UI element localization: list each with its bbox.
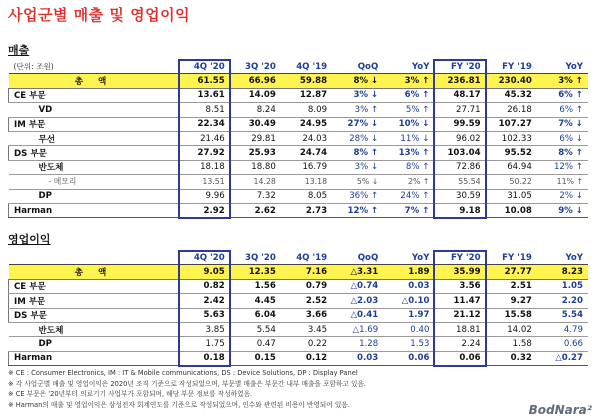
table-cell: 18.81 bbox=[434, 322, 485, 336]
footnote: ※ Harman의 매출 및 영업이익은 삼성전자 회계연도를 기준으로 작성되었으며, 인수와 관련된 비용이 반영되어 있음. bbox=[8, 400, 350, 409]
table-row bbox=[9, 203, 589, 217]
table-cell: 11% ↓ bbox=[383, 131, 434, 145]
table-cell: 0.66 bbox=[537, 337, 588, 351]
table-row bbox=[9, 351, 589, 365]
table-cell: 24% ↑ bbox=[383, 189, 434, 203]
table-row bbox=[9, 103, 589, 117]
table-cell: 24.95 bbox=[281, 117, 332, 131]
col-header: 4Q '19 bbox=[281, 251, 332, 265]
table-cell: 14.02 bbox=[486, 322, 537, 336]
table-cell: 22.34 bbox=[179, 117, 230, 131]
table-cell: 1.53 bbox=[383, 337, 434, 351]
table-cell: 5% ↓ bbox=[332, 175, 383, 189]
table-cell: 11% ↑ bbox=[537, 175, 588, 189]
table-cell: 27% ↓ bbox=[332, 117, 383, 131]
table-cell: 72.86 bbox=[434, 160, 485, 174]
table-cell: 2.42 bbox=[179, 294, 230, 308]
row-label: DP bbox=[9, 337, 179, 351]
col-header: 3Q '20 bbox=[230, 60, 281, 74]
table-cell: 8% ↑ bbox=[537, 146, 588, 160]
col-header: YoY bbox=[383, 60, 434, 74]
sales-table bbox=[8, 60, 588, 218]
table-cell: 24.03 bbox=[281, 131, 332, 145]
table-cell: 0.12 bbox=[281, 351, 332, 365]
table-cell: 1.58 bbox=[486, 337, 537, 351]
table-cell: 5.63 bbox=[179, 308, 230, 322]
table-cell: 8.51 bbox=[179, 103, 230, 117]
col-header: FY '19 bbox=[486, 251, 537, 265]
table-cell: △0.74 bbox=[332, 279, 383, 293]
row-label: CE 부문 bbox=[9, 279, 179, 293]
table-cell: 102.33 bbox=[486, 131, 537, 145]
table-cell: 28% ↓ bbox=[332, 131, 383, 145]
table-cell: 14.09 bbox=[230, 88, 281, 102]
profit-heading: 영업이익 bbox=[8, 233, 51, 246]
table-row bbox=[9, 265, 589, 279]
col-header: FY '19 bbox=[486, 60, 537, 74]
table-cell: 1.89 bbox=[383, 265, 434, 279]
table-cell: 12% ↑ bbox=[537, 160, 588, 174]
table-row bbox=[9, 337, 589, 351]
table-cell: 8.05 bbox=[281, 189, 332, 203]
table-cell: 31.05 bbox=[486, 189, 537, 203]
table-cell: 0.47 bbox=[230, 337, 281, 351]
table-cell: 66.96 bbox=[230, 74, 281, 88]
footnotes bbox=[8, 368, 366, 410]
table-cell: 0.82 bbox=[179, 279, 230, 293]
row-label: 무선 bbox=[9, 131, 179, 145]
table-cell: 13% ↑ bbox=[383, 146, 434, 160]
table-cell: △0.27 bbox=[537, 351, 588, 365]
profit-header-row bbox=[9, 251, 589, 265]
col-header: 3Q '20 bbox=[230, 251, 281, 265]
table-cell: △2.03 bbox=[332, 294, 383, 308]
table-cell: 96.02 bbox=[434, 131, 485, 145]
table-cell: 2.20 bbox=[537, 294, 588, 308]
table-row bbox=[9, 74, 589, 88]
table-cell: 95.52 bbox=[486, 146, 537, 160]
table-cell: 2.73 bbox=[281, 203, 332, 217]
table-cell: 9.27 bbox=[486, 294, 537, 308]
table-cell: 2.51 bbox=[486, 279, 537, 293]
table-cell: 0.40 bbox=[383, 322, 434, 336]
table-row bbox=[9, 131, 589, 145]
table-cell: 18.18 bbox=[179, 160, 230, 174]
table-cell: 2.62 bbox=[230, 203, 281, 217]
table-cell: 18.80 bbox=[230, 160, 281, 174]
col-header: YoY bbox=[537, 251, 588, 265]
logo: BodNara² bbox=[528, 403, 592, 417]
table-cell: 50.22 bbox=[486, 175, 537, 189]
table-cell: 11.47 bbox=[434, 294, 485, 308]
table-cell: 3.56 bbox=[434, 279, 485, 293]
table-cell: 15.58 bbox=[486, 308, 537, 322]
table-row bbox=[9, 117, 589, 131]
sales-heading: 매출 bbox=[8, 44, 30, 57]
row-label: CE 부문 bbox=[9, 88, 179, 102]
table-cell: 26.18 bbox=[486, 103, 537, 117]
table-cell: 99.59 bbox=[434, 117, 485, 131]
page-title: 사업군별 매출 및 영업이익 bbox=[8, 6, 191, 24]
table-row bbox=[9, 175, 589, 189]
footnote: ※ 각 사업군별 매출 및 영업이익은 2020년 조직 기준으로 작성되었으며, 부문별 매출은 부문간 내부 매출을 포함하고 있음. bbox=[8, 379, 367, 388]
table-cell: 103.04 bbox=[434, 146, 485, 160]
table-cell: 6% ↓ bbox=[537, 131, 588, 145]
row-label: VD bbox=[9, 103, 179, 117]
row-label: IM 부문 bbox=[9, 294, 179, 308]
col-header: FY '20 bbox=[434, 251, 485, 265]
table-cell: 7% ↓ bbox=[537, 117, 588, 131]
unit-label: (단위: 조원) bbox=[9, 60, 179, 74]
table-cell: 36% ↑ bbox=[332, 189, 383, 203]
table-row bbox=[9, 189, 589, 203]
table-row bbox=[9, 279, 589, 293]
footnote: ※ CE 부문은 '20년부터 의료기기 사업부가 포함되며, 해당 부문 정보를 작성하였음. bbox=[8, 390, 253, 399]
col-header: YoY bbox=[537, 60, 588, 74]
table-cell: 6.04 bbox=[230, 308, 281, 322]
row-label: 총 액 bbox=[9, 265, 179, 279]
table-cell: 27.71 bbox=[434, 103, 485, 117]
row-label: Harman bbox=[9, 351, 179, 365]
table-cell: 2.24 bbox=[434, 337, 485, 351]
table-row bbox=[9, 160, 589, 174]
table-cell: 3.85 bbox=[179, 322, 230, 336]
table-cell: △3.31 bbox=[332, 265, 383, 279]
row-label: DP bbox=[9, 189, 179, 203]
table-cell: 3% ↓ bbox=[332, 160, 383, 174]
table-cell: 13.51 bbox=[179, 175, 230, 189]
table-cell: 13.61 bbox=[179, 88, 230, 102]
table-cell: 0.18 bbox=[179, 351, 230, 365]
table-cell: 27.92 bbox=[179, 146, 230, 160]
table-cell: 10% ↓ bbox=[383, 117, 434, 131]
row-label: 반도체 bbox=[9, 322, 179, 336]
table-cell: 5% ↑ bbox=[383, 103, 434, 117]
table-cell: 5.54 bbox=[230, 322, 281, 336]
table-cell: 0.03 bbox=[383, 279, 434, 293]
table-cell: 9.05 bbox=[179, 265, 230, 279]
table-cell: 7% ↑ bbox=[383, 203, 434, 217]
table-cell: 24.74 bbox=[281, 146, 332, 160]
table-cell: 7.16 bbox=[281, 265, 332, 279]
col-header: YoY bbox=[383, 251, 434, 265]
table-cell: 0.32 bbox=[486, 351, 537, 365]
table-cell: 0.03 bbox=[332, 351, 383, 365]
table-row bbox=[9, 308, 589, 322]
table-cell: 8% ↑ bbox=[332, 146, 383, 160]
table-row bbox=[9, 294, 589, 308]
table-cell: 3.45 bbox=[281, 322, 332, 336]
table-cell: 8.24 bbox=[230, 103, 281, 117]
table-cell: 1.28 bbox=[332, 337, 383, 351]
table-cell: 1.75 bbox=[179, 337, 230, 351]
table-cell: 64.94 bbox=[486, 160, 537, 174]
col-header: FY '20 bbox=[434, 60, 485, 74]
table-cell: 230.40 bbox=[486, 74, 537, 88]
sales-header-row bbox=[9, 60, 589, 74]
table-cell: △0.41 bbox=[332, 308, 383, 322]
table-cell: 12% ↑ bbox=[332, 203, 383, 217]
table-cell: △0.10 bbox=[383, 294, 434, 308]
table-cell: 5.54 bbox=[537, 308, 588, 322]
table-cell: 0.22 bbox=[281, 337, 332, 351]
table-cell: 8% ↓ bbox=[332, 74, 383, 88]
table-cell: 16.79 bbox=[281, 160, 332, 174]
table-cell: 45.32 bbox=[486, 88, 537, 102]
table-cell: 0.79 bbox=[281, 279, 332, 293]
table-row bbox=[9, 322, 589, 336]
table-cell: 30.49 bbox=[230, 117, 281, 131]
table-cell: 3% ↑ bbox=[332, 103, 383, 117]
row-label: 반도체 bbox=[9, 160, 179, 174]
row-label: Harman bbox=[9, 203, 179, 217]
table-cell: 0.15 bbox=[230, 351, 281, 365]
table-cell: 10.08 bbox=[486, 203, 537, 217]
profit-table bbox=[8, 251, 588, 366]
table-row bbox=[9, 88, 589, 102]
col-header: QoQ bbox=[332, 60, 383, 74]
table-cell: 2.52 bbox=[281, 294, 332, 308]
table-cell: 35.99 bbox=[434, 265, 485, 279]
table-cell: 2% ↑ bbox=[383, 175, 434, 189]
row-label: DS 부문 bbox=[9, 146, 179, 160]
table-cell: 3% ↑ bbox=[537, 74, 588, 88]
table-row bbox=[9, 146, 589, 160]
footnote: ※ CE : Consumer Electronics, IM : IT & Mobile communications, DS : Device Solutions, DP : Display Panel bbox=[8, 369, 358, 377]
table-cell: 21.12 bbox=[434, 308, 485, 322]
table-cell: 13.18 bbox=[281, 175, 332, 189]
table-cell: 9% ↓ bbox=[537, 203, 588, 217]
col-header: 4Q '20 bbox=[179, 251, 230, 265]
table-cell: 8% ↑ bbox=[383, 160, 434, 174]
table-cell: 59.88 bbox=[281, 74, 332, 88]
row-label: DS 부문 bbox=[9, 308, 179, 322]
table-cell: 29.81 bbox=[230, 131, 281, 145]
table-cell: 7.32 bbox=[230, 189, 281, 203]
table-cell: 0.06 bbox=[434, 351, 485, 365]
table-cell: 25.93 bbox=[230, 146, 281, 160]
table-cell: 107.27 bbox=[486, 117, 537, 131]
table-cell: 61.55 bbox=[179, 74, 230, 88]
row-label: - 메모리 bbox=[9, 175, 179, 189]
table-cell: 27.77 bbox=[486, 265, 537, 279]
table-cell: 2% ↓ bbox=[537, 189, 588, 203]
table-cell: 1.56 bbox=[230, 279, 281, 293]
table-cell: 30.59 bbox=[434, 189, 485, 203]
table-cell: 9.18 bbox=[434, 203, 485, 217]
table-cell: 3.66 bbox=[281, 308, 332, 322]
col-header: 4Q '19 bbox=[281, 60, 332, 74]
table-cell: 3% ↓ bbox=[332, 88, 383, 102]
table-cell: 12.87 bbox=[281, 88, 332, 102]
table-cell: 4.45 bbox=[230, 294, 281, 308]
table-cell: 1.05 bbox=[537, 279, 588, 293]
table-cell: 9.96 bbox=[179, 189, 230, 203]
col-header: QoQ bbox=[332, 251, 383, 265]
table-cell: 55.54 bbox=[434, 175, 485, 189]
row-label: 총 액 bbox=[9, 74, 179, 88]
table-cell: 12.35 bbox=[230, 265, 281, 279]
table-cell: 236.81 bbox=[434, 74, 485, 88]
col-header: 4Q '20 bbox=[179, 60, 230, 74]
table-cell: 6% ↑ bbox=[383, 88, 434, 102]
table-cell: 48.17 bbox=[434, 88, 485, 102]
table-cell: △1.69 bbox=[332, 322, 383, 336]
table-cell: 8.23 bbox=[537, 265, 588, 279]
table-cell: 4.79 bbox=[537, 322, 588, 336]
table-cell: 21.46 bbox=[179, 131, 230, 145]
table-cell: 2.92 bbox=[179, 203, 230, 217]
table-cell: 3% ↑ bbox=[383, 74, 434, 88]
table-cell: 6% ↑ bbox=[537, 103, 588, 117]
table-cell: 14.28 bbox=[230, 175, 281, 189]
table-cell: 8.09 bbox=[281, 103, 332, 117]
table-cell: 0.06 bbox=[383, 351, 434, 365]
table-cell: 6% ↑ bbox=[537, 88, 588, 102]
table-cell: 1.97 bbox=[383, 308, 434, 322]
row-label: IM 부문 bbox=[9, 117, 179, 131]
